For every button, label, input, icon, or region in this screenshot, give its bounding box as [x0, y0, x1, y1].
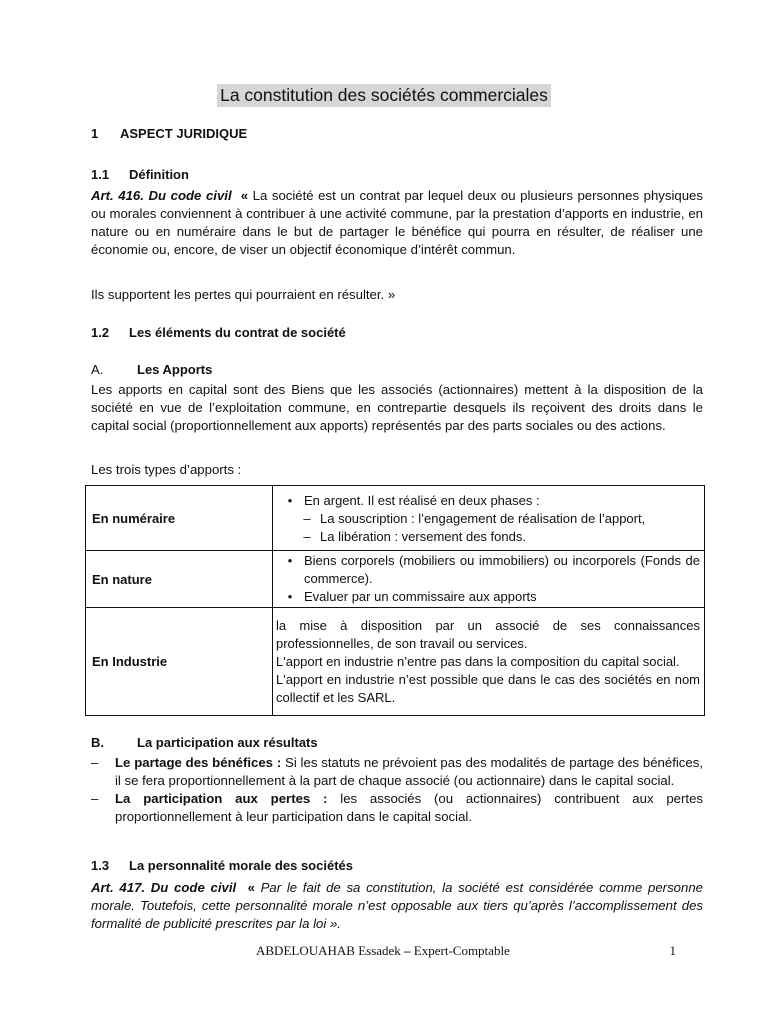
footer-author-line	[256, 943, 510, 959]
industrie-line-1: la mise à disposition par un associé de ses connaissances professionnelles, de son travail ou services.	[276, 617, 700, 651]
sub-text: La libération : versement des fonds.	[320, 529, 526, 544]
list-item	[276, 552, 700, 588]
section-label: Les éléments du contrat de société	[129, 325, 346, 340]
types-intro: Les trois types d’apports :	[91, 462, 242, 477]
item-bold: La participation aux pertes :	[115, 791, 328, 806]
apports-intro: Les apports en capital sont des Biens que les associés (actionnaires) mettent à la disposition de la société en vue de l’exploitation commune, en contrepartie desquels ils reçoivent des droits dans le capital social (proportionnellement aux apports) représentés par des parts sociales ou des actions.	[91, 382, 703, 433]
dash-mark: –	[303, 529, 311, 544]
row-label: En nature	[86, 551, 273, 608]
section-number: 1.2	[91, 325, 110, 340]
item-text: Si les statuts ne prévoient pas des modalités de partage des bénéfices, il se fera proportionnellement à la part de chaque associé (ou actionnaire) dans le capital social.	[115, 755, 703, 788]
table-row	[86, 608, 705, 716]
section-label: Définition	[129, 167, 189, 182]
sub-list-item	[276, 510, 700, 528]
participation-list	[91, 754, 703, 826]
table-row	[86, 486, 705, 551]
item-text: les associés (ou actionnaires) contribuent aux pertes proportionnellement à leur participation dans le capital social.	[115, 791, 703, 824]
page-title: La constitution des sociétés commerciales	[217, 84, 551, 107]
sub-text: La souscription : l’engagement de réalisation de l’apport,	[320, 511, 646, 526]
article-416	[91, 187, 703, 259]
subsection-label: Les Apports	[137, 362, 213, 377]
bullet-text: Biens corporels (mobiliers ou immobiliers) ou incorporels (Fonds de commerce).	[304, 553, 700, 586]
section-number: 1.3	[91, 858, 110, 873]
open-quote: «	[240, 188, 249, 203]
row-content	[273, 486, 705, 551]
footer-author: ABDELOUAHAB Essadek	[256, 943, 401, 958]
item-bold: Le partage des bénéfices :	[115, 755, 282, 770]
section-label: ASPECT JURIDIQUE	[120, 126, 248, 141]
article-416-end: Ils supportent les pertes qui pourraient en résulter. »	[91, 287, 396, 302]
page-number: 1	[669, 943, 676, 958]
article-text: Par le fait de sa constitution, la société est considérée comme personne morale. Toutefois, cette personnalité morale n’est opposable aux tiers qu’après l’accomplissement des formalité de publicité prescrites par la loi	[91, 880, 703, 931]
article-ref: Art. 417. Du code civil	[91, 880, 237, 895]
section-1-3-heading	[91, 858, 353, 873]
page-footer	[256, 943, 676, 959]
close-quote: ».	[329, 916, 341, 931]
row-content	[273, 608, 705, 716]
row-label: En Industrie	[86, 608, 273, 716]
subsection-letter: B.	[91, 735, 104, 750]
row-label: En numéraire	[86, 486, 273, 551]
subsection-a-heading	[91, 362, 212, 377]
section-1-2-heading	[91, 325, 346, 340]
article-text: La société est un contrat par lequel deux ou plusieurs personnes physiques ou morales conviennent à contribuer à une activité commune, par la prestation d’apports en industrie, en nature ou en numéraire dans le but de partager le bénéfice qui pourra en résulter, de réaliser une économie ou, encore, de viser un objectif économique d’intérêt commun.	[91, 188, 703, 257]
table-row	[86, 551, 705, 608]
row-content	[273, 551, 705, 608]
subsection-b-heading	[91, 735, 318, 750]
footer-dash: –	[400, 943, 414, 958]
section-number: 1	[91, 126, 99, 141]
list-item	[91, 790, 703, 826]
section-number: 1.1	[91, 167, 110, 182]
industrie-line-2: L'apport en industrie n’entre pas dans la composition du capital social.	[276, 653, 680, 669]
bullet-text: En argent. Il est réalisé en deux phases :	[304, 493, 540, 508]
article-417	[91, 879, 703, 933]
section-1-1-heading	[91, 167, 189, 182]
section-1-heading	[91, 126, 247, 141]
bullet-mark: •	[287, 553, 293, 568]
article-ref: Art. 416. Du code civil	[91, 188, 232, 203]
list-item	[91, 754, 703, 790]
industrie-line-3: L'apport en industrie n’est possible que dans le cas des sociétés en nom collectif et les SARL.	[276, 671, 700, 705]
list-item	[276, 588, 700, 606]
apports-table	[85, 485, 705, 716]
bullet-text: Evaluer par un commissaire aux apports	[304, 589, 537, 604]
section-label: La personnalité morale des sociétés	[129, 858, 353, 873]
bullet-mark: •	[287, 493, 293, 508]
footer-role: Expert-Comptable	[413, 943, 510, 958]
subsection-label: La participation aux résultats	[137, 735, 318, 750]
subsection-letter: A.	[91, 362, 104, 377]
dash-mark: –	[91, 755, 99, 770]
dash-mark: –	[91, 791, 99, 806]
bullet-mark: •	[287, 589, 293, 604]
open-quote: «	[247, 880, 255, 895]
dash-mark: –	[303, 511, 311, 526]
title-wrap	[0, 84, 768, 107]
sub-list-item	[276, 528, 700, 546]
list-item	[276, 492, 700, 510]
